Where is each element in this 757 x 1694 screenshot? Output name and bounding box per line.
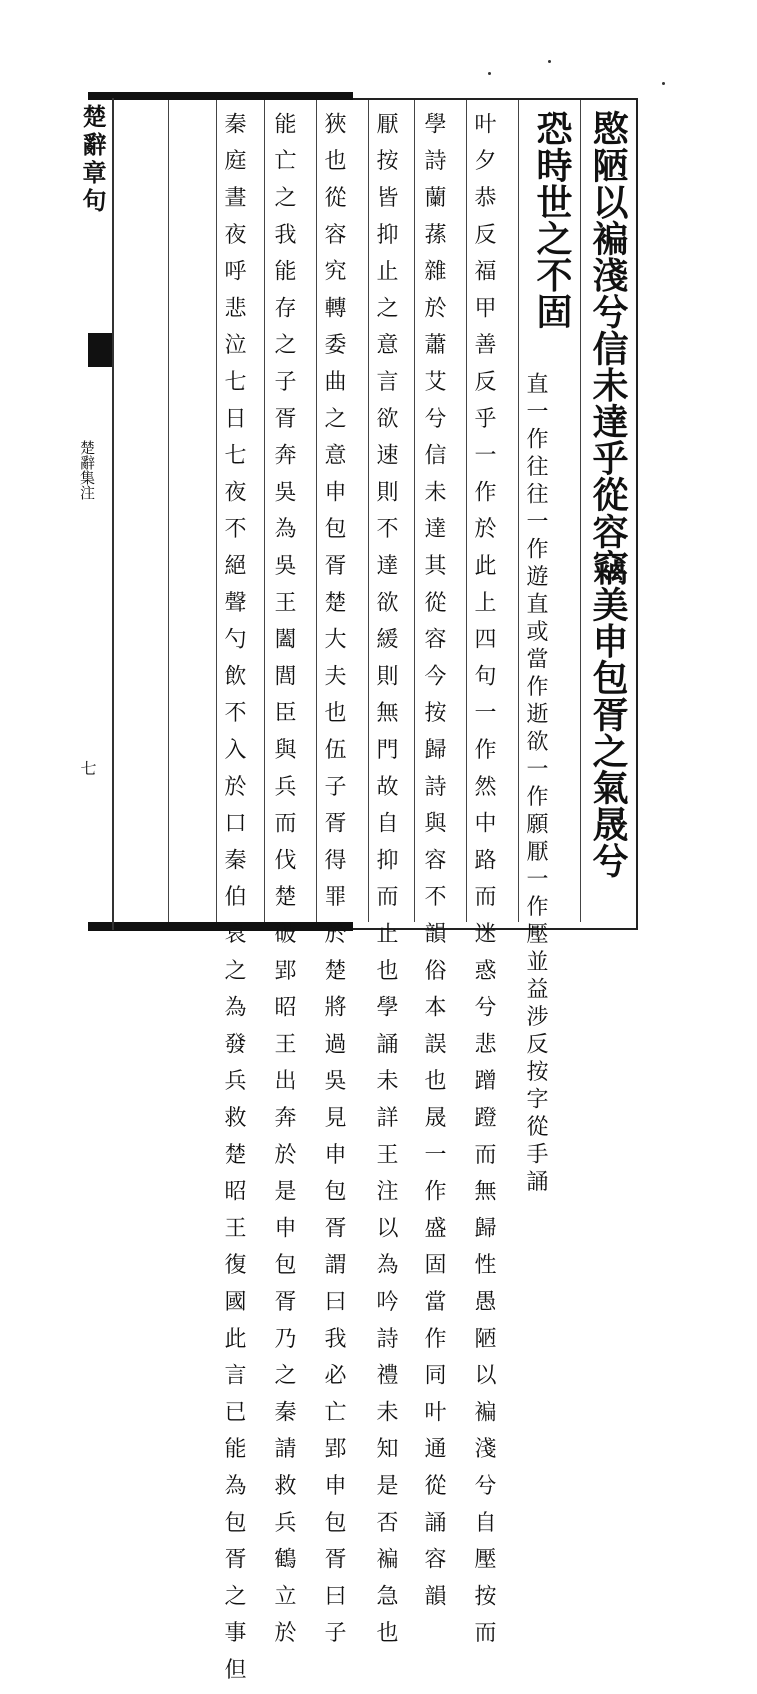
fishtail-mark bbox=[88, 333, 112, 367]
main-text-column: 恐時世之不固 bbox=[531, 110, 573, 330]
page-number: 七 bbox=[78, 760, 97, 776]
column-separator bbox=[316, 100, 317, 922]
frame-top-rule-thin bbox=[353, 98, 636, 100]
commentary-column: 厭按皆抑止之意言欲速則不達欲緩則無門故自抑而止也學誦未詳王注以為吟詩禮未知是否褊急也 bbox=[373, 112, 398, 1658]
column-separator bbox=[264, 100, 265, 922]
column-separator bbox=[580, 100, 581, 922]
commentary-column: 秦庭晝夜呼悲泣七日七夜不絕聲勺飲不入於口秦伯哀之為發兵救楚昭王復國此言已能為包胥之事但 bbox=[221, 112, 246, 1694]
column-separator bbox=[414, 100, 415, 922]
scan-speck bbox=[548, 60, 551, 63]
book-title: 楚辭集注 bbox=[78, 440, 96, 500]
commentary-column: 叶夕恭反福甲善反乎一作於此上四句一作然中路而迷惑兮悲蹭蹬而無歸性愚陋以褊淺兮自壓按而 bbox=[471, 112, 496, 1658]
commentary-column: 學詩蘭蓀雜於蕭艾兮信未達其從容今按歸詩與容不韻俗本誤也晟一作盛固當作同叶通從誦容韻 bbox=[421, 112, 446, 1621]
column-separator bbox=[368, 100, 369, 922]
commentary-column: 能亡之我能存之子胥奔吳為吳王闔閭臣與兵而伐楚破郢昭王出奔於是申包胥乃之秦請救兵鶴立於 bbox=[271, 112, 296, 1658]
frame-top-rule bbox=[88, 92, 353, 100]
column-separator bbox=[518, 100, 519, 922]
frame-right-rule bbox=[636, 98, 638, 930]
running-title: 楚辭章句 bbox=[78, 104, 107, 216]
column-separator bbox=[168, 100, 169, 922]
commentary-column: 狹也從容究轉委曲之意申包胥楚大夫也伍子胥得罪於楚將過吳見申包胥謂曰我必亡郢申包胥曰子 bbox=[321, 112, 346, 1658]
main-text-column: 愍陋以褊淺兮信未達乎從容竊美申包胥之氣晟兮 bbox=[587, 110, 629, 879]
column-separator bbox=[466, 100, 467, 922]
frame-left-rule bbox=[112, 98, 114, 930]
commentary-column: 直一作往往一作遊直或當作逝欲一作願厭一作壓並益涉反按字從手誦 bbox=[523, 372, 548, 1197]
scan-speck bbox=[488, 72, 491, 75]
scan-speck bbox=[662, 82, 665, 85]
column-separator bbox=[216, 100, 217, 922]
